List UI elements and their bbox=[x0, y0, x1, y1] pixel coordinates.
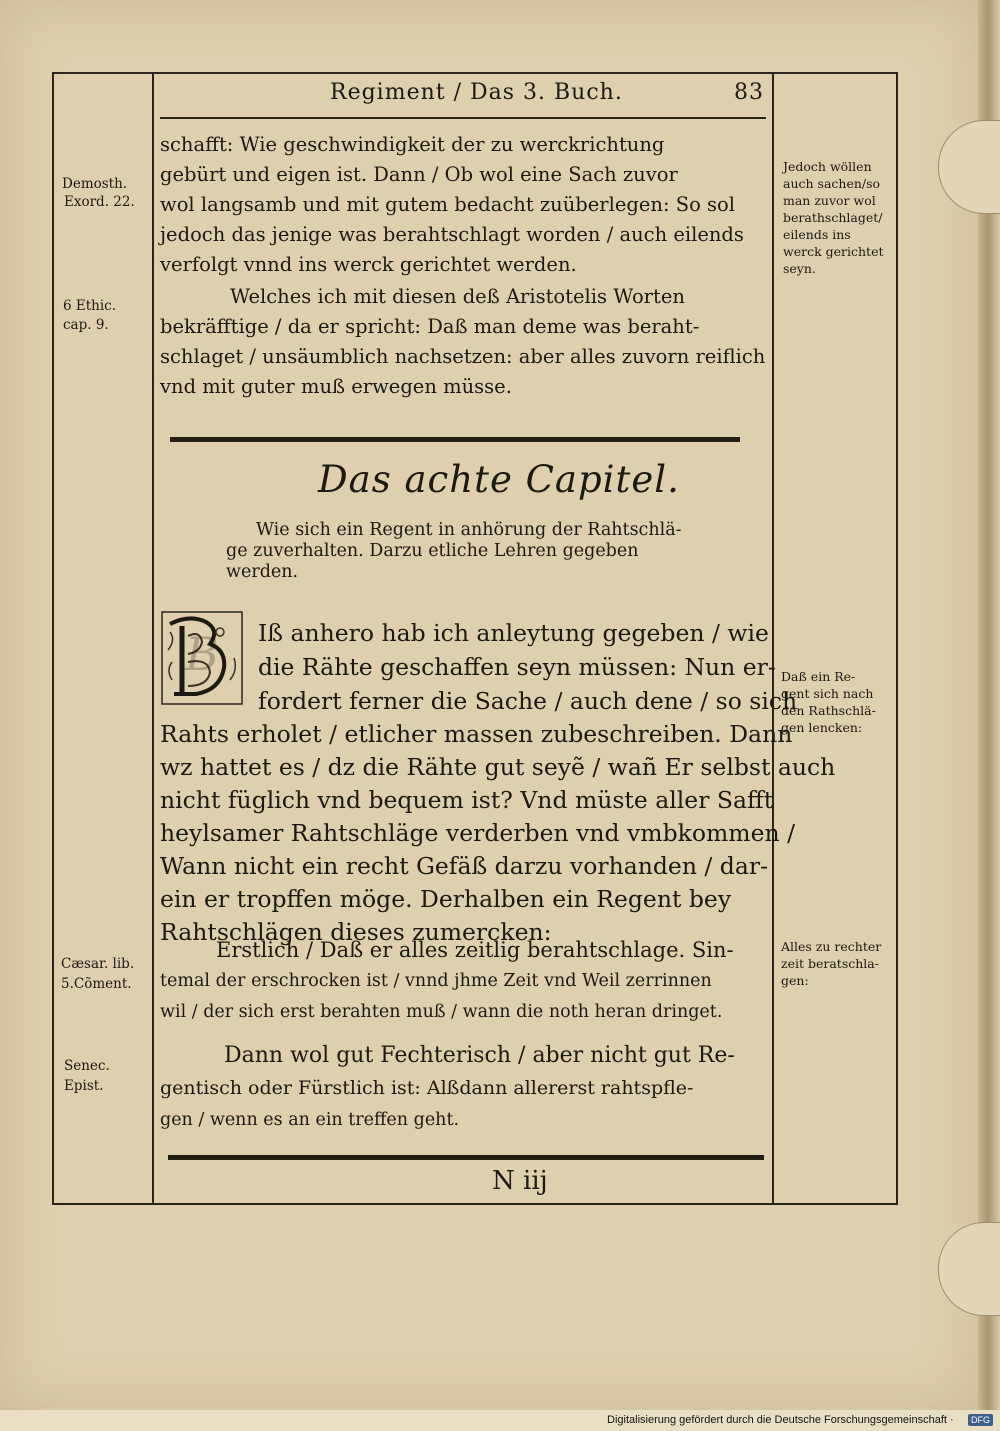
running-title: Regiment / Das 3. Buch. bbox=[330, 80, 623, 105]
margin-line: den Rathschlä- bbox=[781, 703, 876, 718]
text-line: jedoch das jenige was berahtschlagt worden / auch eilends bbox=[160, 223, 744, 246]
text-line: Welches ich mit diesen deß Aristotelis Worten bbox=[230, 285, 685, 308]
margin-line: gent sich nach bbox=[781, 686, 874, 701]
margin-line: seyn. bbox=[783, 261, 816, 276]
text-line: verfolgt vnnd ins werck gerichtet werden. bbox=[160, 253, 577, 276]
dropcap-letter: B bbox=[185, 627, 219, 681]
margin-line: auch sachen/so bbox=[783, 176, 881, 191]
frame-bottom-rule bbox=[52, 1203, 898, 1205]
margin-line: gen lencken: bbox=[781, 720, 863, 735]
frame-left-outer bbox=[52, 72, 54, 1204]
text-block-fechterisch bbox=[160, 1040, 735, 1136]
margin-line: man zuvor wol bbox=[783, 193, 876, 208]
chapter-summary bbox=[226, 520, 682, 583]
text-line: Erstlich / Daß er alles zeitlig berahtschlage. Sin- bbox=[216, 938, 734, 962]
decorated-initial-icon bbox=[160, 610, 244, 706]
text-line: wz hattet es / dz die Rähte gut seyẽ / wañ Er selbst auch bbox=[160, 753, 836, 781]
margin-note-ethic-ref: cap. 9. bbox=[63, 317, 109, 333]
digitization-credit: Digitalisierung gefördert durch die Deutsche Forschungsgemeinschaft · bbox=[607, 1414, 954, 1426]
margin-note-demosth-ref: Exord. 22. bbox=[64, 194, 135, 210]
margin-note-senec: Senec. bbox=[64, 1058, 110, 1074]
margin-note-caesar: Cæsar. lib. bbox=[61, 956, 135, 972]
text-line: die Rähte geschaffen seyn müssen: Nun er- bbox=[258, 653, 776, 681]
text-line: Rahtschlägen dieses zumercken: bbox=[160, 918, 552, 946]
margin-line: eilends ins bbox=[783, 227, 851, 242]
margin-line: Alles zu rechter bbox=[781, 939, 882, 954]
margin-note-demosth: Demosth. bbox=[62, 176, 128, 192]
text-line: ein er tropffen möge. Derhalben ein Regent bey bbox=[160, 885, 732, 913]
text-line: Rahts erholet / etlicher massen zubeschreiben. Dann bbox=[160, 720, 793, 748]
text-line: Dann wol gut Fechterisch / aber nicht gut Re- bbox=[224, 1043, 735, 1068]
text-line: schafft: Wie geschwindigkeit der zu werckrichtung bbox=[160, 133, 665, 156]
margin-note-right-1 bbox=[783, 158, 884, 277]
text-line: Iß anhero hab ich anleytung gegeben / wie bbox=[258, 619, 769, 647]
text-line: vnd mit guter muß erwegen müsse. bbox=[160, 375, 512, 398]
text-line: gentisch oder Fürstlich ist: Alßdann allererst rahtspfle- bbox=[160, 1077, 694, 1099]
margin-note-ethic: 6 Ethic. bbox=[63, 298, 117, 314]
margin-line: zeit beratschla- bbox=[781, 956, 879, 971]
text-line: Wann nicht ein recht Gefäß darzu vorhanden / dar- bbox=[160, 852, 769, 880]
margin-line: gen: bbox=[781, 973, 809, 988]
text-block-erstlich bbox=[160, 935, 734, 1028]
summary-line: werden. bbox=[226, 562, 299, 582]
text-line: wil / der sich erst berahten muß / wann die noth heran dringet. bbox=[160, 1002, 723, 1022]
text-line: nicht füglich vnd bequem ist? Vnd müste aller Safft bbox=[160, 786, 774, 814]
text-line: fordert ferner die Sache / auch dene / so sich bbox=[258, 687, 798, 715]
summary-line: ge zuverhalten. Darzu etliche Lehren gegeben bbox=[226, 541, 639, 561]
text-block-aristotle bbox=[160, 282, 765, 402]
header-rule bbox=[160, 117, 766, 119]
text-line: schlaget / unsäumblich nachsetzen: aber alles zuvorn reiflich bbox=[160, 345, 766, 368]
bottom-rule bbox=[168, 1155, 764, 1160]
text-line: heylsamer Rahtschläge verderben vnd vmbkommen / bbox=[160, 819, 795, 847]
margin-line: berathschlaget/ bbox=[783, 210, 883, 225]
text-line: wol langsamb und mit gutem bedacht zuüberlegen: So sol bbox=[160, 193, 736, 216]
margin-line: werck gerichtet bbox=[783, 244, 884, 259]
margin-note-senec-ref: Epist. bbox=[64, 1078, 104, 1094]
frame-right-outer bbox=[896, 72, 898, 1204]
dfg-logo: DFG bbox=[968, 1414, 993, 1426]
text-line: gen / wenn es an ein treffen geht. bbox=[160, 1110, 460, 1130]
chapter-divider-rule bbox=[170, 437, 740, 442]
frame-left-inner bbox=[152, 72, 154, 1204]
text-block-top bbox=[160, 130, 744, 280]
text-line: gebürt und eigen ist. Dann / Ob wol eine Sach zuvor bbox=[160, 163, 678, 186]
margin-note-caesar-ref: 5.Cõment. bbox=[61, 976, 132, 992]
page-number: 83 bbox=[734, 80, 764, 105]
margin-line: Daß ein Re- bbox=[781, 669, 856, 684]
text-line: bekräfftige / da er spricht: Daß man deme was beraht- bbox=[160, 315, 700, 338]
text-line: temal der erschrocken ist / vnnd jhme Zeit vnd Weil zerrinnen bbox=[160, 971, 712, 991]
chapter-title: Das achte Capitel. bbox=[318, 458, 680, 501]
margin-line: Jedoch wöllen bbox=[783, 159, 872, 174]
text-block-main-indented bbox=[258, 616, 797, 718]
summary-line: Wie sich ein Regent in anhörung der Rahtschlä- bbox=[256, 520, 682, 540]
text-block-main bbox=[160, 718, 835, 949]
signature-mark: N iij bbox=[492, 1166, 548, 1196]
